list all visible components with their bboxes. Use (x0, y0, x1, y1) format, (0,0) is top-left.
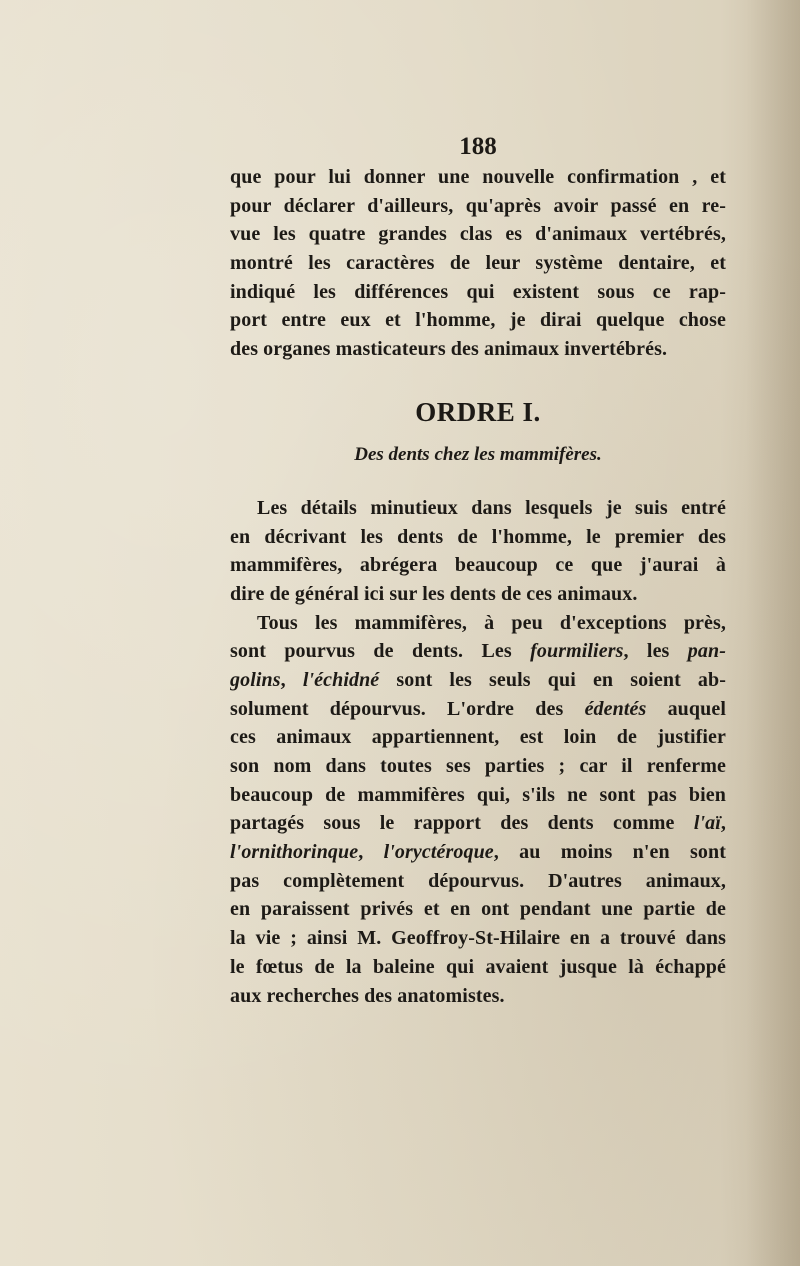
text-run: , (280, 668, 303, 691)
text-line: que pour lui donner une nouvelle confirmation , et (230, 166, 726, 188)
text-line: aux recherches des anatomistes. (230, 984, 505, 1007)
text-run: solument dépourvus. L'ordre des (230, 697, 585, 720)
text-run: sont les seuls qui en soient ab- (379, 668, 726, 691)
italic-term: l'échidné (302, 668, 380, 691)
text-line: en paraissent privés et en ont pendant une partie de (230, 898, 726, 921)
intro-paragraph (230, 163, 726, 364)
text-run: auquel (646, 697, 726, 720)
text-line: beaucoup de mammifères qui, s'ils ne sont pas bien (230, 783, 726, 806)
text-line: montré les caractères de leur système dentaire, et (230, 252, 726, 275)
text-line: vue les quatre grandes clas es d'animaux vertébrés, (230, 223, 726, 246)
italic-term: l'ornithorinque (230, 841, 359, 864)
text-run: , au moins n'en sont (493, 841, 726, 864)
italic-term: pan- (687, 640, 726, 663)
text-run: , les (623, 640, 688, 663)
paragraph-1 (230, 494, 726, 609)
italic-term: golins (230, 668, 281, 691)
text-run: , (720, 812, 726, 835)
text-line: des organes masticateurs des animaux invertébrés. (230, 338, 668, 361)
text-line: port entre eux et l'homme, je dirai quelque chose (230, 309, 726, 332)
text-run: sont pourvus de dents. Les (230, 640, 531, 663)
italic-term: fourmiliers (530, 640, 624, 663)
page-text (230, 132, 726, 1010)
page-number: 188 (459, 133, 497, 160)
text-line: en décrivant les dents de l'homme, le premier des (230, 525, 726, 548)
page-edge-shadow (746, 0, 800, 1266)
text-line: son nom dans toutes ses parties ; car il renferme (230, 755, 726, 777)
text-line: mammifères, abrégera beaucoup ce que j'aurai à (230, 554, 726, 577)
text-line: indiqué les différences qui existent sous ce rap- (230, 280, 726, 303)
text-line: ces animaux appartiennent, est loin de justifier (230, 726, 726, 749)
text-line: dire de général ici sur les dents de ces animaux. (230, 582, 638, 605)
text-line (230, 637, 726, 666)
text-line: Tous les mammifères, à peu d'exceptions près, (257, 611, 726, 634)
text-line: Les détails minutieux dans lesquels je suis entré (257, 496, 726, 519)
text-line (230, 838, 726, 867)
section-subheading: Des dents chez les mammifères. (354, 443, 602, 465)
italic-term: édentés (584, 697, 647, 720)
section-heading: ORDRE I. (415, 396, 541, 427)
italic-term: l'oryctéroque (383, 841, 494, 864)
text-run: partagés sous le rapport des dents comme (230, 812, 694, 835)
text-line (230, 666, 726, 695)
italic-term: l'aï (693, 812, 721, 835)
text-line (230, 695, 726, 724)
paragraph-2 (230, 609, 726, 1011)
text-line: la vie ; ainsi M. Geoffroy-St-Hilaire en a trouvé dans (230, 927, 726, 950)
text-line: pas complètement dépourvus. D'autres animaux, (230, 869, 726, 892)
text-line: le fœtus de la baleine qui avaient jusque là échappé (230, 955, 726, 978)
text-line: pour déclarer d'ailleurs, qu'après avoir passé en re- (230, 194, 726, 217)
text-line (230, 809, 726, 838)
text-run: , (358, 841, 384, 864)
